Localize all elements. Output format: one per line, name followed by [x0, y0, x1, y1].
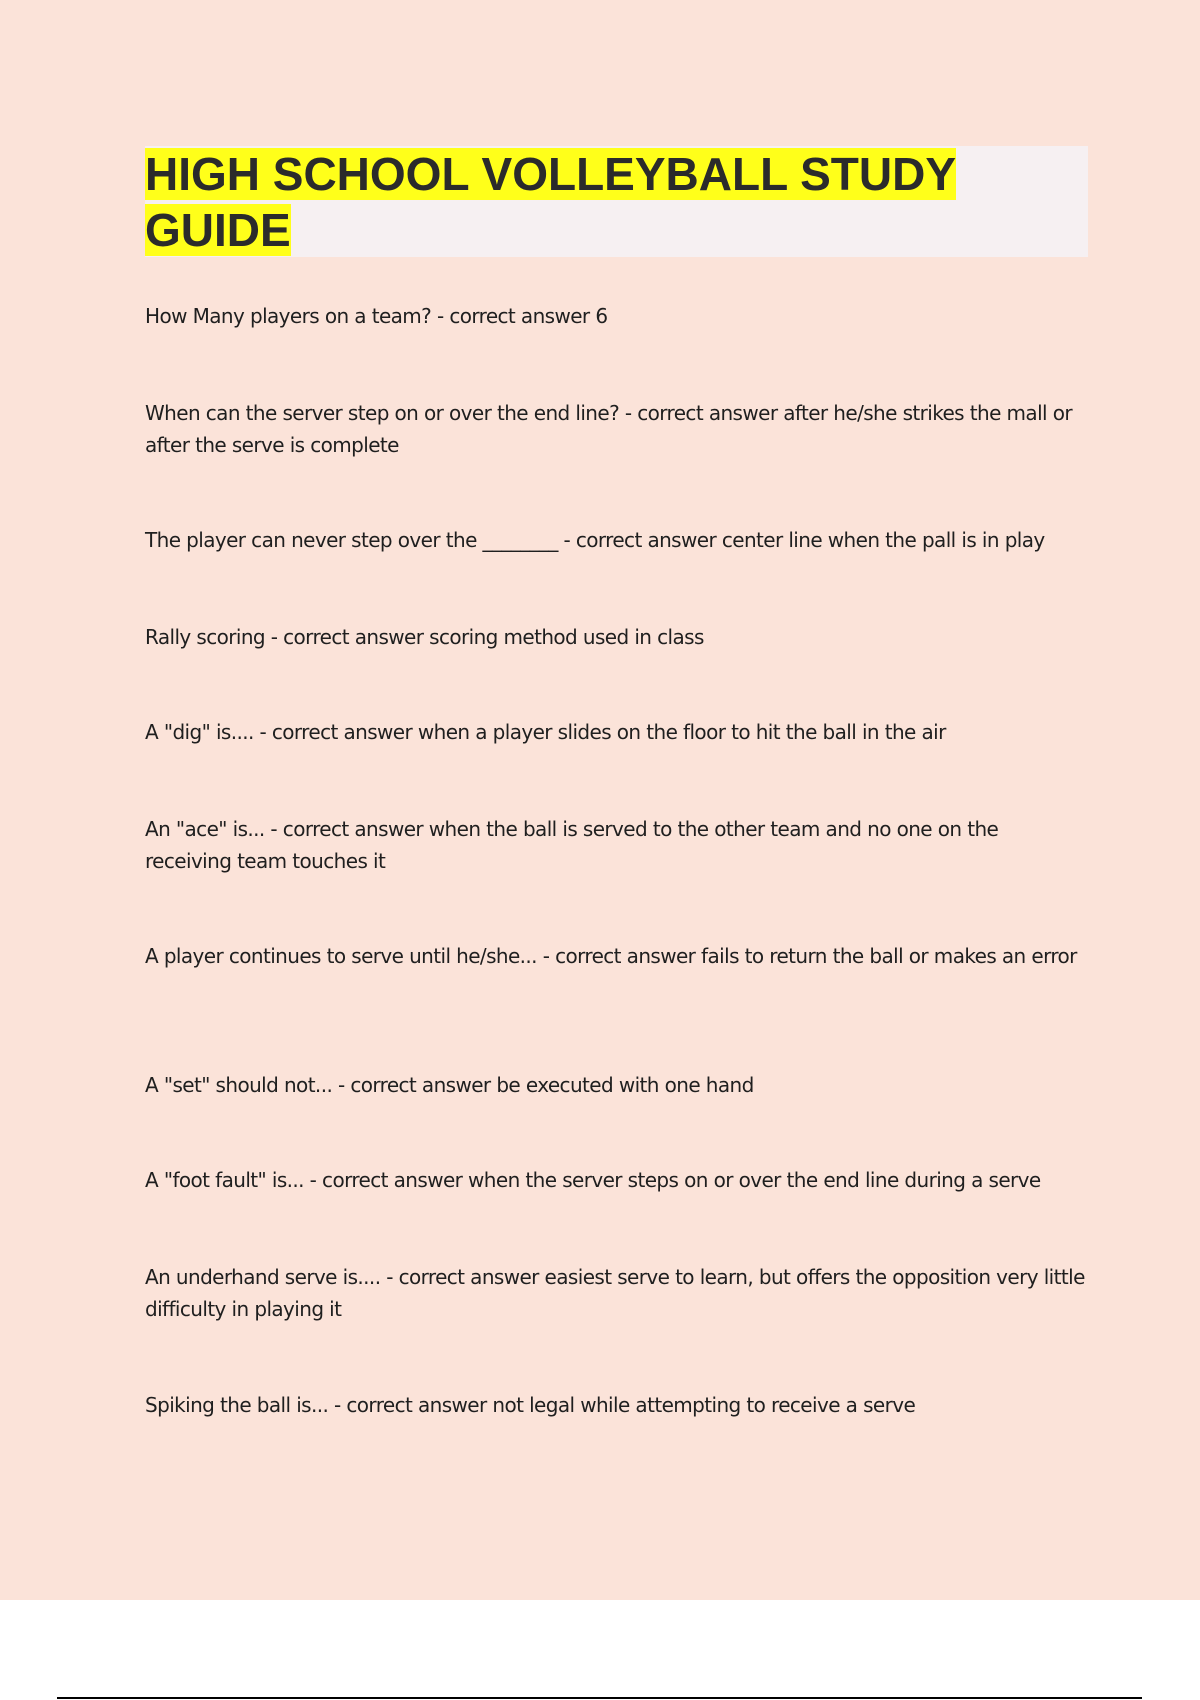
page-title-line-2: GUIDE: [145, 204, 291, 256]
qa-item-players-on-team: How Many players on a team? - correct answer 6: [145, 304, 608, 328]
title-block: [145, 146, 1088, 257]
qa-item-ace: An "ace" is... - correct answer when the ball is served to the other team and no one on the receiving team touches it: [145, 817, 999, 873]
qa-item-underhand-serve: An underhand serve is.... - correct answer easiest serve to learn, but offers the opposition very little difficulty in playing it: [145, 1265, 1085, 1321]
page-title: [145, 146, 1088, 258]
qa-item-set: A "set" should not... - correct answer be executed with one hand: [145, 1073, 754, 1097]
qa-item-server-end-line: When can the server step on or over the end line? - correct answer after he/she strikes the mall or after the serve is complete: [145, 401, 1073, 457]
qa-item-rally-scoring: Rally scoring - correct answer scoring method used in class: [145, 625, 704, 649]
qa-item-foot-fault: A "foot fault" is... - correct answer when the server steps on or over the end line during a serve: [145, 1168, 1041, 1192]
page-title-line-1: HIGH SCHOOL VOLLEYBALL STUDY: [145, 148, 957, 200]
qa-item-dig: A "dig" is.... - correct answer when a player slides on the floor to hit the ball in the air: [145, 720, 946, 744]
footer-divider: [57, 1697, 1142, 1699]
qa-item-center-line: The player can never step over the ________ - correct answer center line when the pall is in play: [145, 528, 1045, 552]
qa-item-continue-serve: A player continues to serve until he/she... - correct answer fails to return the ball or makes an error: [145, 944, 1077, 968]
qa-item-spiking: Spiking the ball is... - correct answer not legal while attempting to receive a serve: [145, 1393, 916, 1417]
